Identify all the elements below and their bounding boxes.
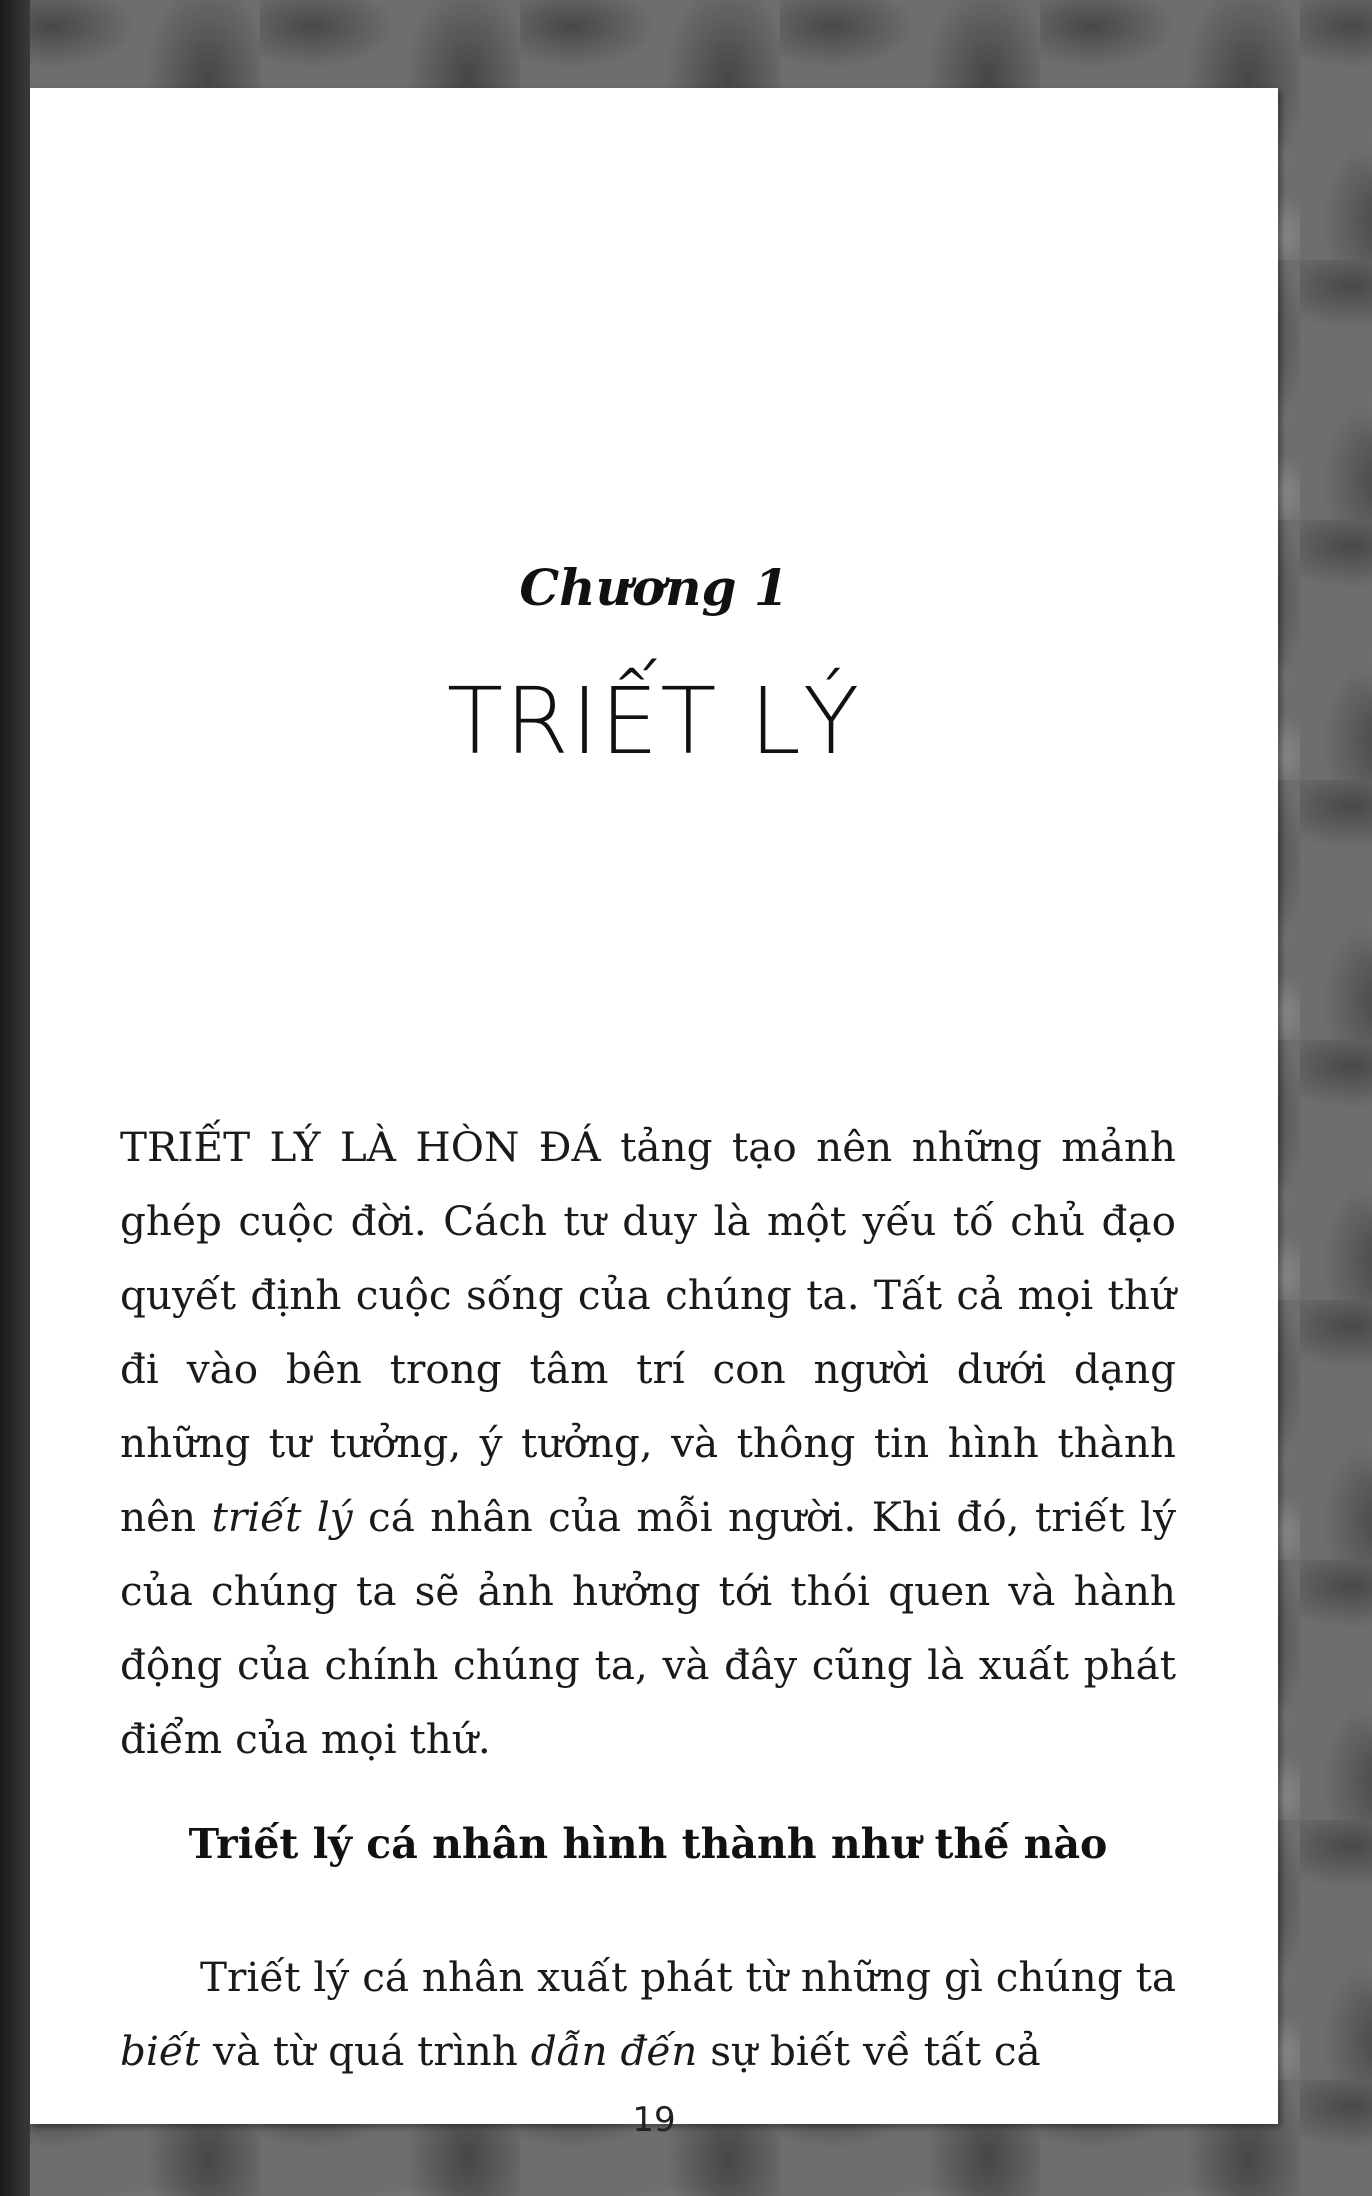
- book-spine-edge: [0, 0, 30, 2196]
- paragraph-text: tảng tạo nên những mảnh ghép cuộc đời. Cách tư duy là một yếu tố chủ đạo quyết định cuộc sống của chúng ta. Tất cả mọi thứ đi vào bên trong tâm trí con người dưới dạng những tư tưởng, ý tưởng, và thông tin hình thành nên: [120, 1123, 1177, 1541]
- paragraph-text: và từ quá trình: [200, 2027, 531, 2075]
- emphasis-text: biết: [120, 2027, 201, 2075]
- page-number: 19: [632, 2100, 676, 2140]
- paragraph-section: [120, 1940, 1176, 2088]
- paragraph-text: cá nhân của mỗi người. Khi đó, triết lý của chúng ta sẽ ảnh hưởng tới thói quen và hành động của chính chúng ta, và đây cũng là xuất phát điểm của mọi thứ.: [120, 1493, 1176, 1763]
- paragraph-text: Triết lý cá nhân xuất phát từ những gì chúng ta: [200, 1953, 1176, 2001]
- emphasis-text: dẫn đến: [530, 2027, 698, 2075]
- section-heading: Triết lý cá nhân hình thành như thế nào: [188, 1820, 1108, 1868]
- chapter-title: TRIẾT LÝ: [446, 668, 862, 775]
- paragraph-lead: TRIẾT LÝ LÀ HÒN ĐÁ: [120, 1123, 601, 1171]
- chapter-label: Chương 1: [519, 558, 789, 617]
- book-page: [30, 88, 1278, 2140]
- paragraph-intro: [120, 1110, 1176, 1776]
- emphasis-text: triết lý: [211, 1493, 353, 1541]
- paragraph-text: sự biết về tất cả: [697, 2027, 1041, 2075]
